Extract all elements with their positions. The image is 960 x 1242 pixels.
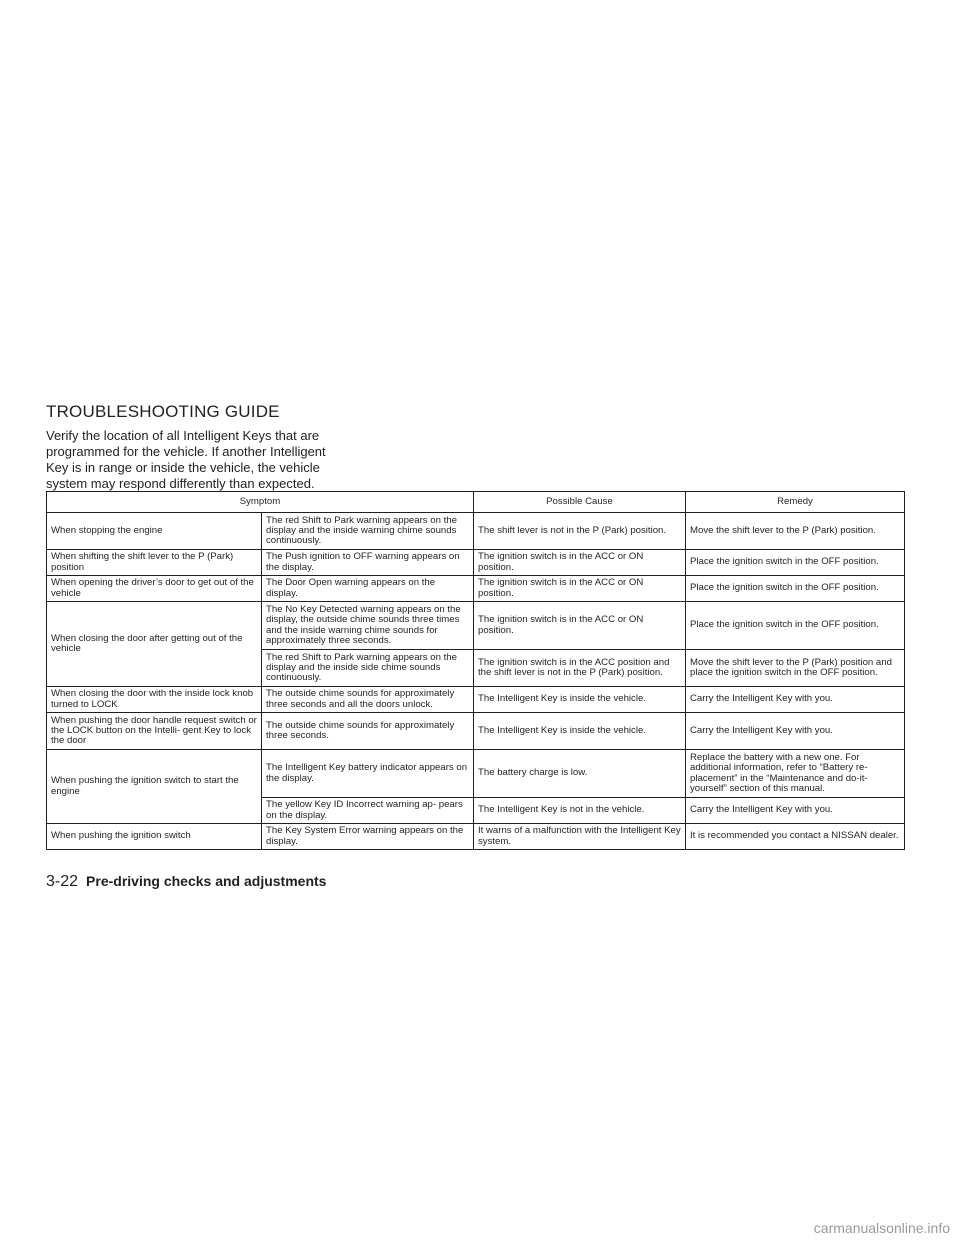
page-footer bbox=[46, 873, 326, 891]
remedy-cell: Carry the Intelligent Key with you. bbox=[686, 713, 905, 750]
warning-cell: The yellow Key ID Incorrect warning ap- pears on the display. bbox=[262, 798, 474, 824]
symptom-cell: When closing the door after getting out of the vehicle bbox=[47, 602, 262, 687]
symptom-cell: When pushing the ignition switch to start the engine bbox=[47, 750, 262, 824]
remedy-cell: Carry the Intelligent Key with you. bbox=[686, 687, 905, 713]
cause-cell: The Intelligent Key is inside the vehicle. bbox=[474, 713, 686, 750]
symptom-cell: When opening the driver’s door to get out of the vehicle bbox=[47, 576, 262, 602]
page-number: 3-22 bbox=[46, 873, 79, 890]
header-symptom: Symptom bbox=[47, 492, 474, 513]
table-row bbox=[47, 687, 905, 713]
cause-cell: It warns of a malfunction with the Intelligent Key system. bbox=[474, 824, 686, 850]
table-row bbox=[47, 513, 905, 550]
remedy-cell: Carry the Intelligent Key with you. bbox=[686, 798, 905, 824]
remedy-cell: Place the ignition switch in the OFF position. bbox=[686, 550, 905, 576]
watermark-text: carmanualsonline.info bbox=[813, 1220, 950, 1236]
cause-cell: The ignition switch is in the ACC or ON position. bbox=[474, 576, 686, 602]
cause-cell: The shift lever is not in the P (Park) position. bbox=[474, 513, 686, 550]
header-remedy: Remedy bbox=[686, 492, 905, 513]
table-row bbox=[47, 576, 905, 602]
cause-cell: The Intelligent Key is inside the vehicle. bbox=[474, 687, 686, 713]
warning-cell: The No Key Detected warning appears on the display, the outside chime sounds three times and the inside warning chime sounds for approximately three seconds. bbox=[262, 602, 474, 650]
warning-cell: The Intelligent Key battery indicator appears on the display. bbox=[262, 750, 474, 798]
cause-cell: The ignition switch is in the ACC or ON position. bbox=[474, 602, 686, 650]
remedy-cell: Replace the battery with a new one. For additional information, refer to “Battery re- placement” in the “Maintenance and do-it- yourself” section of this manual. bbox=[686, 750, 905, 798]
page-title: TROUBLESHOOTING GUIDE bbox=[46, 402, 280, 421]
remedy-cell: Move the shift lever to the P (Park) position and place the ignition switch in the OFF position. bbox=[686, 650, 905, 687]
symptom-cell: When pushing the ignition switch bbox=[47, 824, 262, 850]
warning-cell: The red Shift to Park warning appears on the display and the inside side chime sounds continuously. bbox=[262, 650, 474, 687]
remedy-cell: Place the ignition switch in the OFF position. bbox=[686, 576, 905, 602]
table-row bbox=[47, 750, 905, 798]
cause-cell: The ignition switch is in the ACC position and the shift lever is not in the P (Park) position. bbox=[474, 650, 686, 687]
cause-cell: The battery charge is low. bbox=[474, 750, 686, 798]
table-row bbox=[47, 602, 905, 650]
warning-cell: The red Shift to Park warning appears on the display and the inside warning chime sounds continuously. bbox=[262, 513, 474, 550]
cause-cell: The Intelligent Key is not in the vehicle. bbox=[474, 798, 686, 824]
symptom-cell: When pushing the door handle request switch or the LOCK button on the Intelli- gent Key to lock the door bbox=[47, 713, 262, 750]
troubleshooting-table bbox=[46, 491, 905, 850]
warning-cell: The outside chime sounds for approximately three seconds. bbox=[262, 713, 474, 750]
remedy-cell: It is recommended you contact a NISSAN dealer. bbox=[686, 824, 905, 850]
section-title: Pre-driving checks and adjustments bbox=[86, 873, 327, 889]
table-row bbox=[47, 824, 905, 850]
remedy-cell: Move the shift lever to the P (Park) position. bbox=[686, 513, 905, 550]
table-row bbox=[47, 550, 905, 576]
table-header-row bbox=[47, 492, 905, 513]
remedy-cell: Place the ignition switch in the OFF position. bbox=[686, 602, 905, 650]
warning-cell: The Door Open warning appears on the display. bbox=[262, 576, 474, 602]
header-possible-cause: Possible Cause bbox=[474, 492, 686, 513]
symptom-cell: When shifting the shift lever to the P (Park) position bbox=[47, 550, 262, 576]
cause-cell: The ignition switch is in the ACC or ON position. bbox=[474, 550, 686, 576]
warning-cell: The Key System Error warning appears on the display. bbox=[262, 824, 474, 850]
intro-paragraph: Verify the location of all Intelligent Keys that are programmed for the vehicle. If another Intelligent Key is in range or inside the vehicle, the vehicle system may respond differently than expected. bbox=[46, 428, 326, 491]
symptom-cell: When closing the door with the inside lock knob turned to LOCK bbox=[47, 687, 262, 713]
warning-cell: The Push ignition to OFF warning appears on the display. bbox=[262, 550, 474, 576]
warning-cell: The outside chime sounds for approximately three seconds and all the doors unlock. bbox=[262, 687, 474, 713]
symptom-cell: When stopping the engine bbox=[47, 513, 262, 550]
table-row bbox=[47, 713, 905, 750]
